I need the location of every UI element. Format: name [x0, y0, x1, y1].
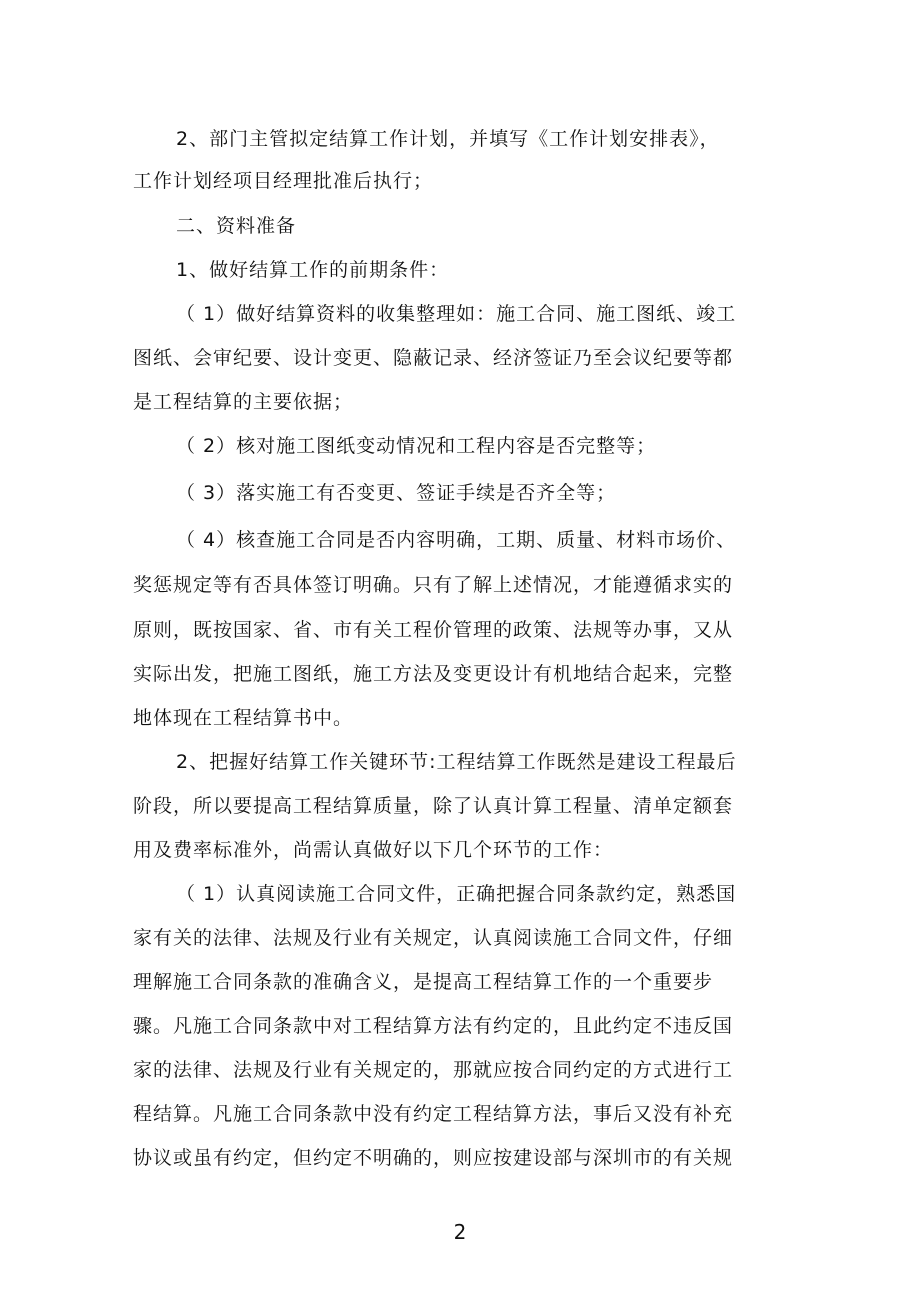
text-line: 用及费率标准外，尚需认真做好以下几个环节的工作：	[133, 839, 614, 861]
text-line: （ 1）做好结算资料的收集整理如：施工合同、施工图纸、竣工	[176, 303, 737, 325]
text-line: 骤。凡施工合同条款中对工程结算方法有约定的，且此约定不违反国	[133, 1015, 734, 1037]
text-line: 2、把握好结算工作关键环节:工程结算工作既然是建设工程最后	[176, 751, 737, 773]
text-line: （ 3）落实施工有否变更、签证手续是否齐全等；	[176, 482, 617, 504]
text-line: 图纸、会审纪要、设计变更、隐蔽记录、经济签证乃至会议纪要等都	[133, 347, 734, 369]
text-line: 奖惩规定等有否具体签订明确。只有了解上述情况，才能遵循求实的	[133, 574, 734, 596]
text-line: 程结算。凡施工合同条款中没有约定工程结算方法，事后又没有补充	[133, 1103, 734, 1125]
text-line: （ 2）核对施工图纸变动情况和工程内容是否完整等；	[176, 435, 657, 457]
text-line: 原则，既按国家、省、市有关工程价管理的政策、法规等办事，又从	[133, 619, 734, 641]
text-line: 家有关的法律、法规及行业有关规定，认真阅读施工合同文件，仔细	[133, 927, 734, 949]
text-line: 工作计划经项目经理批准后执行；	[133, 170, 434, 192]
text-line: （ 1）认真阅读施工合同文件，正确把握合同条款约定，熟悉国	[176, 883, 737, 905]
text-line: 家的法律、法规及行业有关规定的，那就应按合同约定的方式进行工	[133, 1059, 734, 1081]
text-line: 是工程结算的主要依据；	[133, 391, 354, 413]
text-line: 阶段，所以要提高工程结算质量，除了认真计算工程量、清单定额套	[133, 795, 734, 817]
text-line: 2、部门主管拟定结算工作计划，并填写《工作计划安排表》，	[176, 128, 720, 150]
text-line: （ 4）核查施工合同是否内容明确，工期、质量、材料市场价、	[176, 529, 737, 551]
text-line: 理解施工合同条款的准确含义，是提高工程结算工作的一个重要步	[133, 971, 714, 993]
text-line: 1、做好结算工作的前期条件：	[176, 259, 450, 281]
section-heading: 二、资料准备	[176, 215, 297, 237]
page-number: 2	[453, 1220, 467, 1244]
text-line: 实际出发，把施工图纸，施工方法及变更设计有机地结合起来，完整	[133, 663, 734, 685]
text-line: 协议或虽有约定，但约定不明确的，则应按建设部与深圳市的有关规	[133, 1147, 734, 1169]
text-line: 地体现在工程结算书中。	[133, 707, 354, 729]
